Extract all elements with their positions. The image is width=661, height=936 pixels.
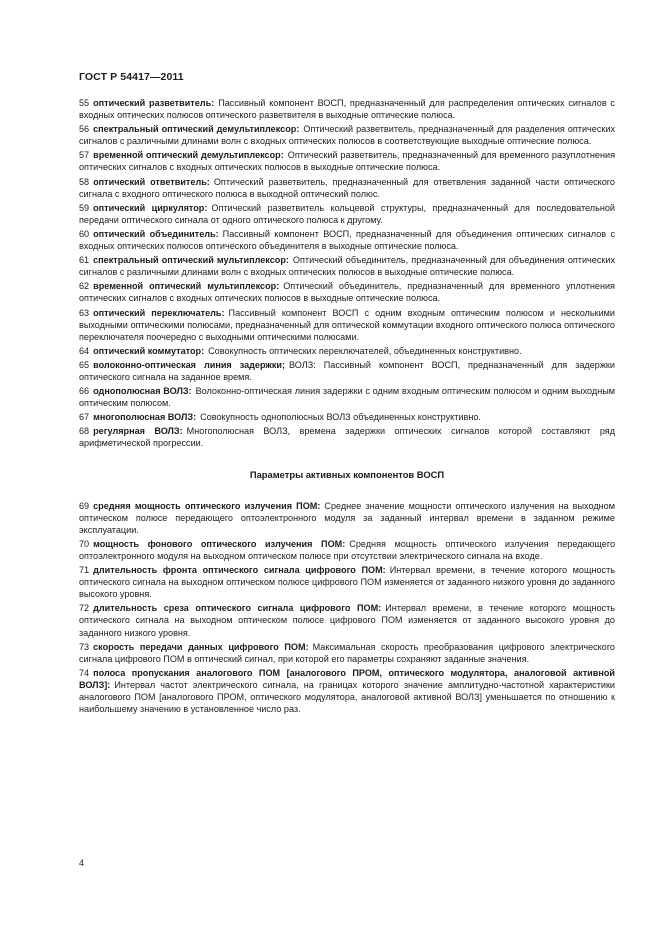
term-name: оптический коммутатор: [93,345,205,356]
term-entry [79,359,615,383]
term-entry [79,307,615,343]
term-entry [79,538,615,562]
term-name: спектральный оптический демультиплексор: [93,124,300,135]
term-name: длительность фронта оптического сигнала цифрового ПОМ: [93,565,386,576]
term-entry [79,500,615,536]
term-number: 58 [79,176,90,187]
term-definition: Пассивный компонент ВОСП, предназначенный для объединения оптических сигналов с входных оптических полюсов оптического объединителя в выходные оптические полюса. [79,228,615,252]
term-definition: Максимальная скорость преобразования цифрового электрического сигнала цифрового ПОМ в оптический сигнал, при которой его параметры сохраняют заданные значения. [79,641,615,664]
term-name: оптический объединитель: [93,228,219,239]
term-definition: Оптический разветвитель кольцевой структуры, предназначенный для последовательной передачи оптического сигнала от одного оптического полюса к другому. [79,202,615,225]
term-name: длительность среза оптического сигнала цифрового ПОМ: [93,603,382,614]
term-number: 74 [79,667,90,678]
term-name: средняя мощность оптического излучения ПОМ: [93,500,321,511]
term-number: 61 [79,255,90,266]
term-entry [79,149,615,173]
term-definition: Оптический разветвитель, предназначенный для временного разуплотнения оптических сигналов с входных оптических полюсов в выходные оптические полюса. [79,150,615,173]
term-entry [79,228,615,252]
term-entry [79,667,615,715]
term-name: временной оптический демультиплексор: [93,150,284,161]
term-name: оптический циркулятор: [93,202,208,213]
term-entry [79,254,615,278]
term-definition: Оптический объединитель, предназначенный для временного уплотнения оптических сигналов с входных оптических полюсов в выходные оптические полюса. [79,281,615,304]
term-name: многополюсная ВОЛЗ: [93,412,197,423]
section-title: Параметры активных компонентов ВОСП [249,468,445,480]
term-name: оптический переключатель: [93,307,225,318]
term-definition: Совокупность оптических переключателей, объединенных конструктивно. [208,345,522,356]
term-definition: Пассивный компонент ВОСП с одним входным оптическим полюсом и несколькими выходными оптическими полюсами, предназначенный для оптической коммутации входного оптического полюса оптического переключателя поочередно с выходными оптическими полюсами. [79,307,615,342]
term-definition: Оптический объединитель, предназначенный для объединения оптических сигналов с различными длинами волн с входных оптических полюсов в выходные оптические полюса. [79,255,615,278]
term-definition: Многополюсная ВОЛЗ, времена задержки оптических сигналов которой составляют ряд арифметической прогрессии. [79,426,616,449]
document-header: ГОСТ Р 54417—2011 [79,71,184,83]
term-entry [79,385,615,409]
term-number: 67 [79,412,90,423]
term-definition: Интервал времени, в течение которого мощность оптического сигнала на выходном оптическом полюсе цифрового ПОМ изменяется от заданного низкого уровня до заданного высокого уровня. [79,565,616,600]
term-name: волоконно-оптическая линия задержки; [93,359,286,370]
term-entry [79,564,615,600]
term-number: 57 [79,150,90,161]
term-name: полоса пропускания аналогового ПОМ [аналогового ПРОМ, оптического модулятора, аналоговой активной ВОЛЗ]: [79,667,615,690]
term-number: 59 [79,202,90,213]
term-name: мощность фонового оптического излучения ПОМ: [93,538,346,549]
term-definition: Средняя мощность оптического излучения передающего оптоэлектронного модуля на выходном оптическом полюсе при отсутствии электрического сигнала на входе. [79,538,615,561]
term-entry [79,345,615,357]
term-number: 60 [79,228,90,239]
document-body [79,97,615,717]
term-entry [79,176,615,200]
term-definition: ВОЛЗ: Пассивный компонент ВОСП, предназначенный для задержки оптического сигнала на заданное время. [79,359,615,382]
term-definition: Среднее значение мощности оптического излучения на выходном оптическом полюсе передающего оптоэлектронного модуля за заданный интервал времени в заданном режиме эксплуатации. [79,500,615,535]
term-entry [79,641,615,665]
term-number: 72 [79,603,90,614]
term-entry [79,602,615,638]
term-name: регулярная ВОЛЗ: [93,426,183,437]
page-number: 4 [79,858,85,868]
term-entry [79,411,615,423]
term-number: 62 [79,281,90,292]
term-name: однополюсная ВОЛЗ: [93,386,192,397]
term-name: скорость передачи данных цифрового ПОМ: [93,641,309,652]
term-definition: Интервал времени, в течение которого мощность оптического сигнала на выходном оптическом полюсе цифрового ПОМ изменяется от заданного высокого уровня до заданного низкого уровня. [79,603,615,638]
term-number: 70 [79,538,90,549]
term-entry [79,425,615,449]
terms-list-part2 [79,500,615,716]
term-number: 56 [79,124,90,135]
term-definition: Пассивный компонент ВОСП, предназначенный для распределения оптических сигналов с входных оптических полюсов оптического разветвителя в выходные оптические полюса. [79,98,615,121]
term-definition: Совокупность однополюсных ВОЛЗ объединенных конструктивно. [200,412,481,423]
term-definition: Оптический разветвитель, предназначенный для ответвления заданной части оптического сигнала с входного оптического полюса в выходной оптический полюс. [79,176,615,199]
term-entry [79,202,615,226]
term-number: 63 [79,307,90,318]
term-name: оптический разветвитель: [93,98,215,108]
term-number: 73 [79,641,90,652]
term-number: 71 [79,565,90,576]
term-definition: Интервал частот электрического сигнала, на границах которого значение амплитудно-частотной характеристики аналогового ПОМ [аналогового ПРОМ, оптического модулятора, аналоговой активной ВОЛЗ] уменьшается по отношению к наибольшему значению в установленное число раз. [79,679,615,715]
term-entry [79,280,615,304]
term-name: оптический ответвитель: [93,176,210,187]
term-entry [79,97,615,121]
term-number: 65 [79,359,90,370]
term-definition: Оптический разветвитель, предназначенный для разделения оптических сигналов с различными длинами волн с входных оптических полюсов в соответствующие выходные оптические полюса. [79,124,615,147]
term-number: 64 [79,345,90,356]
term-number: 55 [79,98,90,108]
term-number: 66 [79,386,90,397]
term-definition: Волоконно-оптическая линия задержки с одним входным оптическим полюсом и одним выходным оптическим полюсом. [79,386,616,409]
term-number: 69 [79,500,90,511]
term-name: временной оптический мультиплексор: [93,281,280,292]
term-number: 68 [79,426,90,437]
term-name: спектральный оптический мультиплексор: [93,255,289,266]
term-entry [79,123,615,147]
terms-list-part1 [79,97,615,450]
